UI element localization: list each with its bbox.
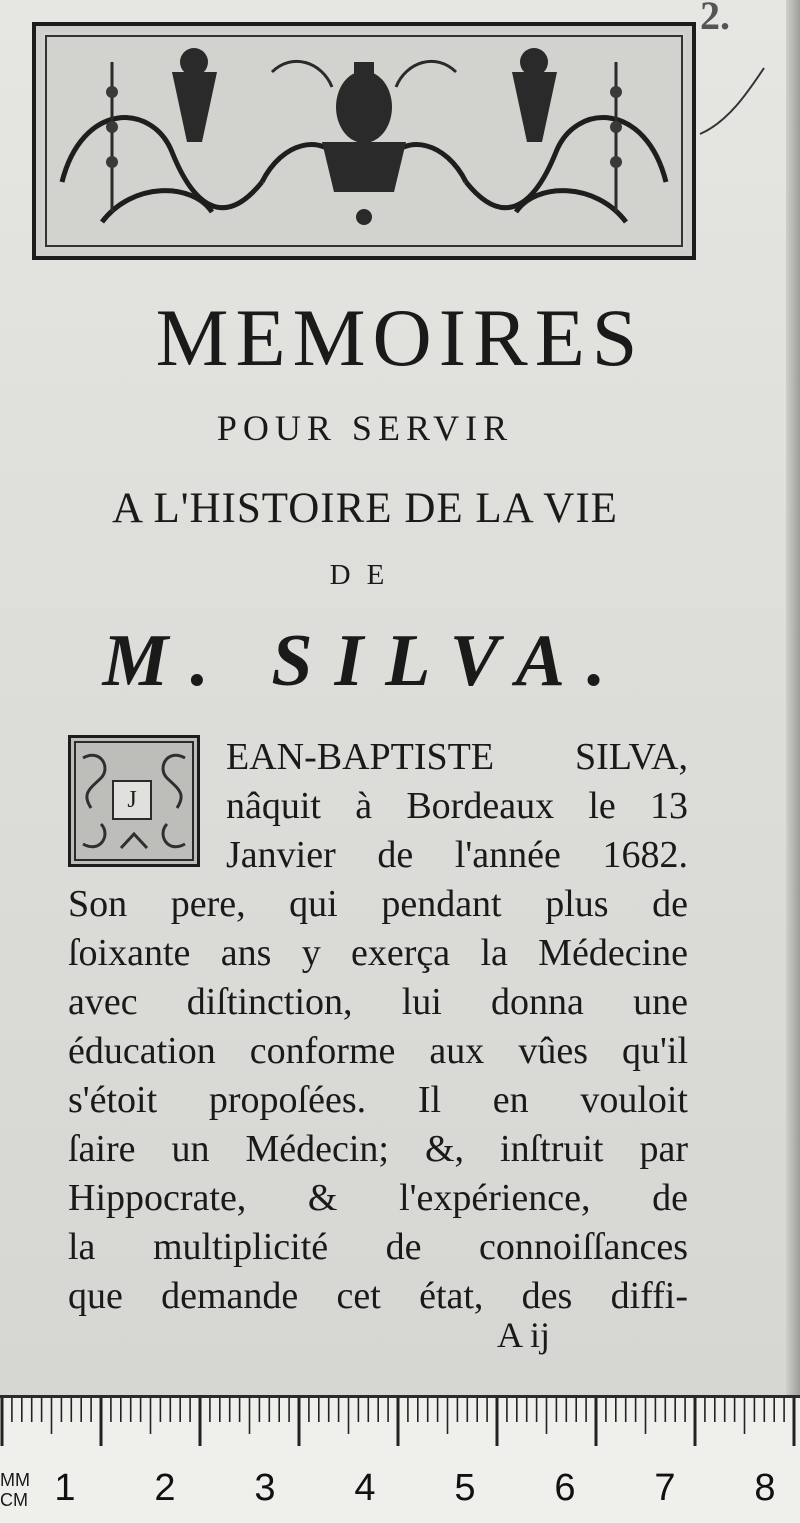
text-line: ſoixante ans y exerça la Médecine bbox=[68, 932, 688, 974]
ruler-number: 2 bbox=[154, 1467, 176, 1509]
handwritten-page-number: 2. bbox=[700, 0, 730, 38]
ornamental-headpiece bbox=[32, 22, 696, 260]
subject-name: M. SILVA. bbox=[102, 620, 628, 702]
ruler-number: 5 bbox=[454, 1467, 476, 1509]
ruler-unit-cm: CM bbox=[0, 1490, 28, 1510]
text-line: EAN-BAPTISTE SILVA, bbox=[226, 736, 688, 778]
text-line: éducation conforme aux vûes qu'il bbox=[68, 1030, 688, 1072]
ruler-number: 8 bbox=[754, 1467, 776, 1509]
ruler-number: 6 bbox=[554, 1467, 576, 1509]
handwritten-margin-stroke bbox=[698, 62, 770, 142]
ornament-illustration bbox=[42, 32, 686, 250]
ruler-ticks bbox=[0, 1398, 800, 1523]
page-title: MEMOIRES bbox=[155, 292, 645, 383]
subtitle-line-3: DE bbox=[329, 559, 401, 591]
text-line: ſaire un Médecin; &, inſtruit par bbox=[68, 1128, 688, 1170]
body-paragraph bbox=[68, 733, 688, 1321]
text-line: nâquit à Bordeaux le 13 bbox=[226, 785, 688, 827]
subtitle-line-2: A L'HISTOIRE DE LA VIE bbox=[112, 485, 618, 532]
ruler-number: 7 bbox=[654, 1467, 676, 1509]
text-line: s'étoit propoſées. Il en vouloit bbox=[68, 1079, 688, 1121]
text-line: Hippocrate, & l'expérience, de bbox=[68, 1177, 688, 1219]
text-line: la multiplicité de connoiſſances bbox=[68, 1226, 688, 1268]
initial-letter: J bbox=[112, 780, 152, 820]
ruler-number: 1 bbox=[54, 1467, 76, 1509]
page-edge bbox=[786, 0, 800, 1395]
subtitle-line-1: POUR SERVIR bbox=[216, 408, 514, 448]
measurement-ruler bbox=[0, 1395, 800, 1523]
text-line: que demande cet état, des diffi- bbox=[68, 1275, 688, 1317]
ruler-number: 3 bbox=[254, 1467, 276, 1509]
text-line: avec diſtinction, lui donna une bbox=[68, 981, 688, 1023]
ruler-unit-mm: MM bbox=[0, 1470, 30, 1490]
signature-mark: A ij bbox=[497, 1315, 551, 1355]
ruler-unit-labels bbox=[0, 1470, 36, 1510]
text-line: Janvier de l'année 1682. bbox=[226, 834, 688, 876]
ruler-number: 4 bbox=[354, 1467, 376, 1509]
text-line: Son pere, qui pendant plus de bbox=[68, 883, 688, 925]
